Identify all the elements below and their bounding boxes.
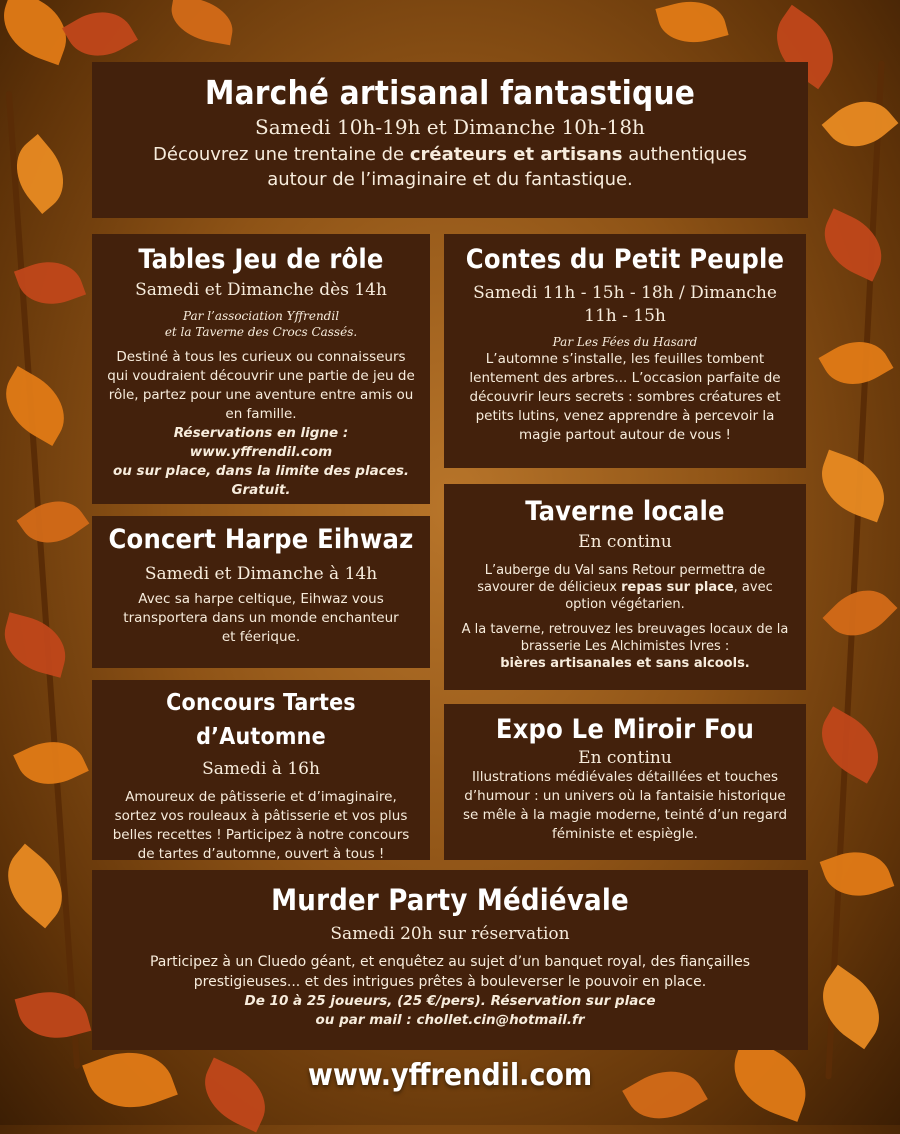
leaf-icon: [655, 0, 728, 52]
tartes-title: Concours Tartes d’Automne: [166, 690, 356, 750]
panel-contes: [444, 234, 806, 468]
leaf-icon: [808, 706, 892, 783]
intro-text: Découvrez une trentaine de: [153, 144, 410, 165]
jdr-note-2: ou sur place, dans la limite des places.: [112, 463, 410, 479]
header-panel: [92, 62, 808, 218]
leaf-icon: [819, 328, 894, 398]
leaf-icon: [822, 86, 899, 161]
taverne-body-2-bold: bières artisanales et sans alcools.: [500, 656, 750, 671]
taverne-body-1: [456, 562, 794, 613]
jdr-schedule: Samedi et Dimanche dès 14h: [135, 280, 387, 300]
murder-note-2: ou par mail : chollet.cin@hotmail.fr: [315, 1012, 585, 1028]
leaf-icon: [807, 965, 895, 1049]
intro-bold: créateurs et artisans: [409, 144, 623, 165]
concert-schedule: Samedi et Dimanche à 14h: [144, 564, 378, 584]
panel-concert: [92, 516, 430, 668]
taverne-body-2: A la taverne, retrouvez les breuvages locaux de la brasserie Les Alchimistes Ivres :: [461, 622, 789, 654]
taverne-schedule: En continu: [578, 532, 672, 552]
expo-schedule: En continu: [578, 748, 672, 768]
jdr-byline-2: et la Taverne des Crocs Cassés.: [164, 325, 358, 339]
taverne-title: Taverne locale: [525, 496, 725, 527]
tartes-body: Amoureux de pâtisserie et d’imaginaire, sortez vos rouleaux à pâtisserie et vos plus belles recettes ! Participez à notre concours de tartes d’automne, ouvert à tous !: [112, 789, 410, 862]
panel-tartes: [92, 680, 430, 860]
panel-taverne: [444, 484, 806, 690]
leaf-icon: [0, 366, 78, 446]
jdr-note-1: Réservations en ligne : www.yffrendil.com: [173, 425, 349, 460]
leaf-icon: [813, 208, 894, 281]
panel-expo: [444, 704, 806, 860]
page-title: Marché artisanal fantastique: [204, 73, 696, 112]
tartes-schedule: Samedi à 16h: [202, 759, 320, 779]
jdr-title: Tables Jeu de rôle: [138, 244, 384, 275]
leaf-icon: [15, 982, 92, 1047]
header-schedule: Samedi 10h-19h et Dimanche 10h-18h: [255, 115, 645, 139]
panel-murder: [92, 870, 808, 1050]
leaf-icon: [823, 576, 898, 651]
concert-title: Concert Harpe Eihwaz: [108, 524, 414, 555]
murder-schedule: Samedi 20h sur réservation: [330, 924, 570, 944]
leaf-icon: [811, 450, 895, 523]
leaf-icon: [820, 841, 895, 907]
taverne-bold: repas sur place: [621, 580, 734, 595]
leaf-icon: [62, 0, 138, 70]
taverne-text: L’auberge du Val sans Retour permettra de savourer de délicieux: [477, 563, 766, 595]
murder-body: Participez à un Cluedo géant, et enquêtez au sujet d’un banquet royal, des fiançailles prestigieuses... et des intrigues prêtes à bouleverser le pouvoir en place.: [149, 954, 751, 990]
leaf-icon: [0, 612, 73, 677]
expo-title: Expo Le Miroir Fou: [495, 714, 755, 745]
jdr-body: Destiné à tous les curieux ou connaisseurs qui voudraient découvrir une partie de jeu de rôle, partez pour une aventure entre amis ou en famille.: [107, 349, 415, 422]
header-intro: [134, 142, 766, 192]
contes-body: L’automne s’installe, les feuilles tombent lentement des arbres... L’occasion parfaite de découvrir leurs secrets : sombres créatures et petits lutins, venez apprendre à percevoir la magie partout autour de vous !: [469, 351, 781, 443]
leaf-icon: [17, 487, 90, 556]
contes-schedule: Samedi 11h - 15h - 18h / Dimanche 11h - 15h: [473, 283, 777, 326]
website-link[interactable]: www.yffrendil.com: [307, 1058, 593, 1093]
contes-byline: Par Les Fées du Hasard: [552, 335, 698, 349]
jdr-note-3: Gratuit.: [231, 482, 291, 498]
jdr-byline-1: Par l’association Yffrendil: [182, 309, 340, 323]
murder-note-1: De 10 à 25 joueurs, (25 €/pers). Réservation sur place: [244, 993, 656, 1009]
taverne-text-end: , avec option végétarien.: [565, 580, 773, 612]
murder-title: Murder Party Médiévale: [271, 883, 629, 917]
expo-body: Illustrations médiévales détaillées et touches d’humour : un univers où la fantaisie historique se mêle à la magie moderne, teinté d’un regard féministe et espiègle.: [462, 769, 788, 842]
leaf-icon: [167, 0, 237, 45]
contes-title: Contes du Petit Peuple: [465, 244, 785, 275]
panel-jdr: [92, 234, 430, 504]
intro-text-end: authentiques autour de l’imaginaire et du fantastique.: [267, 144, 747, 190]
concert-body: Avec sa harpe celtique, Eihwaz vous transportera dans un monde enchanteur et féerique.: [123, 591, 399, 645]
